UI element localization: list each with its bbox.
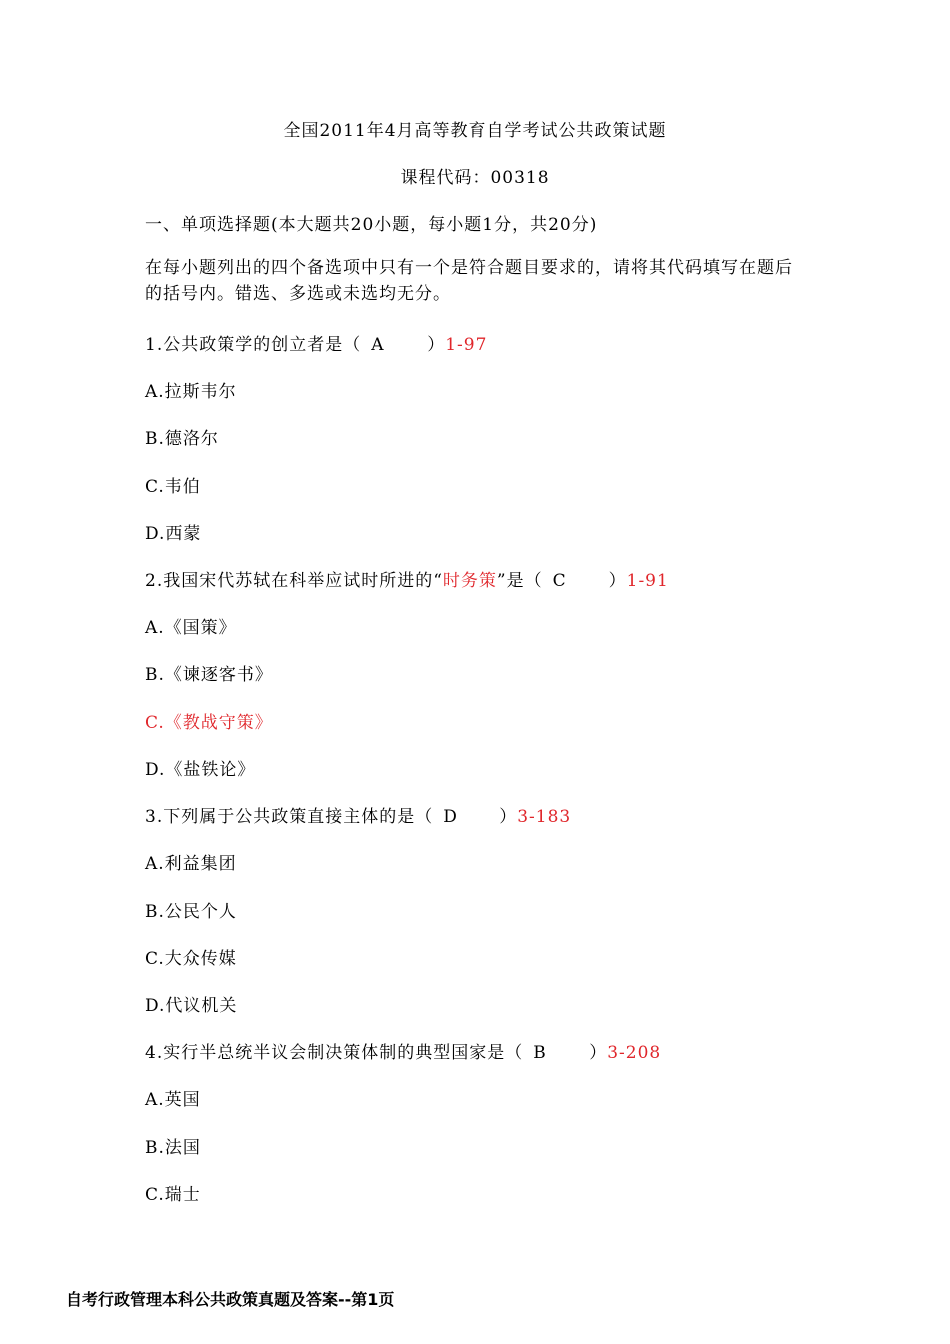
- question-3-close: ）: [499, 807, 518, 827]
- question-1-option-a: A.拉斯韦尔: [145, 382, 237, 402]
- question-2: [145, 566, 669, 591]
- page-footer: 自考行政管理本科公共政策真题及答案--第1页: [66, 1290, 395, 1309]
- question-2-option-b: B.《谏逐客书》: [145, 665, 273, 685]
- section-heading: 一、单项选择题(本大题共20小题，每小题1分，共20分): [145, 215, 598, 235]
- question-4-ref: 3-208: [607, 1043, 662, 1063]
- exam-title: 全国2011年4月高等教育自学考试公共政策试题: [283, 121, 667, 141]
- question-3-option-a: A.利益集团: [145, 854, 237, 874]
- question-1: [145, 330, 487, 355]
- question-1-option-c: C.韦伯: [145, 477, 201, 497]
- question-2-ref: 1-91: [626, 571, 669, 591]
- question-3-answer: D: [443, 807, 458, 827]
- course-code: 课程代码：00318: [400, 168, 550, 188]
- question-3-option-b: B.公民个人: [145, 902, 237, 922]
- question-1-ref: 1-97: [445, 335, 488, 355]
- question-2-stem-highlight: 时务策: [442, 571, 497, 591]
- question-4: [145, 1038, 661, 1063]
- question-4-close: ）: [589, 1043, 608, 1063]
- question-2-stem-after: ”是（: [496, 571, 543, 591]
- question-2-close: ）: [608, 571, 627, 591]
- question-2-option-a: A.《国策》: [145, 618, 237, 638]
- question-4-option-b: B.法国: [145, 1138, 201, 1158]
- question-2-option-d: D.《盐铁论》: [145, 760, 256, 780]
- question-1-option-b: B.德洛尔: [145, 429, 219, 449]
- question-3-option-d: D.代议机关: [145, 996, 238, 1016]
- question-4-stem: 4.实行半总统半议会制决策体制的典型国家是（: [145, 1043, 524, 1063]
- question-2-option-c: C.《教战守策》: [145, 713, 273, 733]
- question-3-option-c: C.大众传媒: [145, 949, 237, 969]
- question-4-option-a: A.英国: [145, 1090, 201, 1110]
- question-2-answer: C: [552, 571, 567, 591]
- question-1-close: ）: [427, 335, 446, 355]
- question-3-stem: 3.下列属于公共政策直接主体的是（: [145, 807, 434, 827]
- question-1-answer: A: [371, 335, 385, 355]
- question-3-ref: 3-183: [517, 807, 572, 827]
- question-1-option-d: D.西蒙: [145, 524, 202, 544]
- question-2-stem-before: 2.我国宋代苏轼在科举应试时所进的“: [145, 571, 443, 591]
- question-3: [145, 802, 571, 827]
- question-4-answer: B: [533, 1043, 547, 1063]
- instructions: 在每小题列出的四个备选项中只有一个是符合题目要求的，请将其代码填写在题后的括号内。错选、多选或未选均无分。: [145, 258, 793, 304]
- question-1-stem: 1.公共政策学的创立者是（: [145, 335, 362, 355]
- question-4-option-c: C.瑞士: [145, 1185, 201, 1205]
